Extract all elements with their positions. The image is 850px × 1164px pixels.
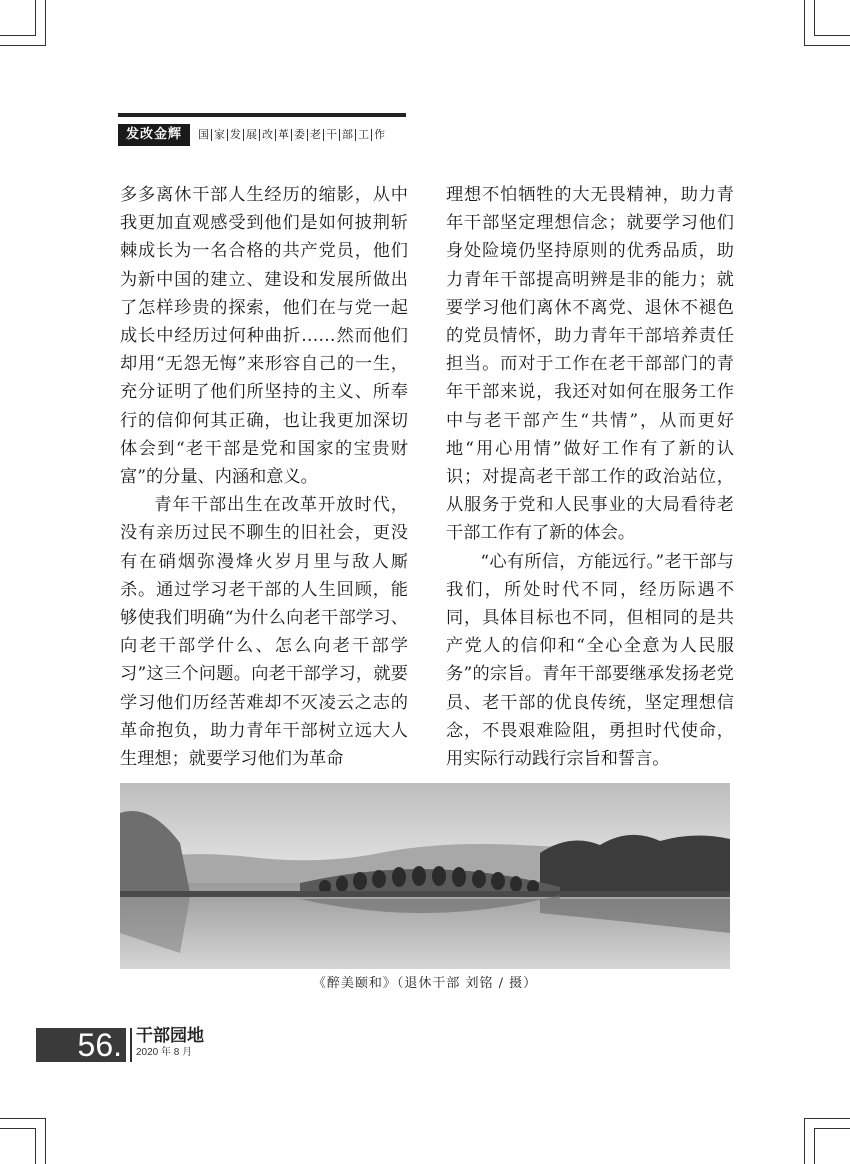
crop-mark [35, 1128, 36, 1164]
section-tag: 委 [292, 129, 308, 141]
article-paragraph: 多多离休干部人生经历的缩影，从中我更加直观感受到他们是如何披荆斩棘成长为一名合格的共产党员，他们为新中国的建立、建设和发展所做出了怎样珍贵的探索，他们在与党一起成长中经历过何种曲折……然而他们却用“无怨无悔”来形容自己的一生，充分证明了他们所坚持的主义、所奉行的信仰何其正确，也让我更加深切体会到“老干部是党和国家的宝贵财富”的分量、内涵和意义。 [120, 185, 408, 488]
crop-mark [0, 1118, 46, 1119]
crop-mark [804, 1118, 850, 1119]
crop-mark [814, 1128, 850, 1129]
crop-mark [814, 0, 815, 36]
crop-mark [45, 1118, 46, 1164]
crop-mark [814, 1128, 815, 1164]
section-tag: 作 [374, 128, 386, 141]
crop-mark [804, 1118, 805, 1164]
crop-mark [814, 35, 850, 36]
photo-caption: 《醉美颐和》（退休干部 刘铭 / 摄） [312, 976, 538, 991]
section-tags [196, 129, 387, 141]
header-rule [118, 113, 406, 117]
article-paragraph: 青年干部出生在改革开放时代，没有亲历过民不聊生的旧社会，更没有在硝烟弥漫烽火岁月里与敌人厮杀。通过学习老干部的人生回顾，能够使我们明确“为什么向老干部学习、向老干部学什么、怎么向老干部学习”这三个问题。向老干部学习，就要学习他们历经苦难却不灭凌云之志的革命抱负，助力青年干部树立远大人生理想；就要学习他们为革命 [120, 495, 408, 770]
crop-mark [35, 0, 36, 36]
section-tag: 家 [212, 129, 228, 141]
magazine-info [136, 1026, 204, 1060]
crop-mark [804, 0, 805, 46]
section-tag: 工 [356, 129, 372, 141]
page-number: 56. [36, 1028, 126, 1062]
photo-seventeen-arch-bridge [120, 783, 730, 969]
crop-mark [45, 0, 46, 46]
section-tag: 干 [324, 129, 340, 141]
section-tag: 发 [228, 129, 244, 141]
issue-date: 2020 年 8 月 [136, 1047, 193, 1058]
bridge-illustration [120, 783, 730, 969]
crop-mark [0, 45, 46, 46]
section-logo: 发改金辉 [118, 124, 190, 146]
footer-divider [130, 1028, 132, 1062]
section-tag: 展 [244, 129, 260, 141]
section-tag: 国 [196, 129, 212, 141]
section-header [118, 124, 387, 146]
article-left-column [120, 181, 408, 773]
section-tag: 老 [308, 129, 324, 141]
crop-mark [0, 1128, 36, 1129]
article-paragraph: 理想不怕牺牲的大无畏精神，助力青年干部坚定理想信念；就要学习他们身处险境仍坚持原则的优秀品质，助力青年干部提高明辨是非的能力；就要学习他们离休不离党、退休不褪色的党员情怀，助力青年干部培养责任担当。而对于工作在老干部部门的青年干部来说，我还对如何在服务工作中与老干部产生“共情”，从而更好地“用心用情”做好工作有了新的认识；对提高老干部工作的政治站位，从服务于党和人民事业的大局看待老干部工作有了新的体会。 [446, 185, 734, 544]
article-right-column [446, 181, 734, 773]
crop-mark [804, 45, 850, 46]
magazine-name: 干部园地 [136, 1026, 204, 1045]
crop-mark [0, 35, 36, 36]
section-tag: 部 [340, 129, 356, 141]
article-paragraph: “心有所信，方能远行。”老干部与我们，所处时代不同，经历际遇不同，具体目标也不同，但相同的是共产党人的信仰和“全心全意为人民服务”的宗旨。青年干部要继承发扬老党员、老干部的优良传统，坚定理想信念，不畏艰难险阻，勇担时代使命，用实际行动践行宗旨和誓言。 [446, 551, 734, 770]
section-tag: 改 [260, 129, 276, 141]
section-tag: 革 [276, 129, 292, 141]
